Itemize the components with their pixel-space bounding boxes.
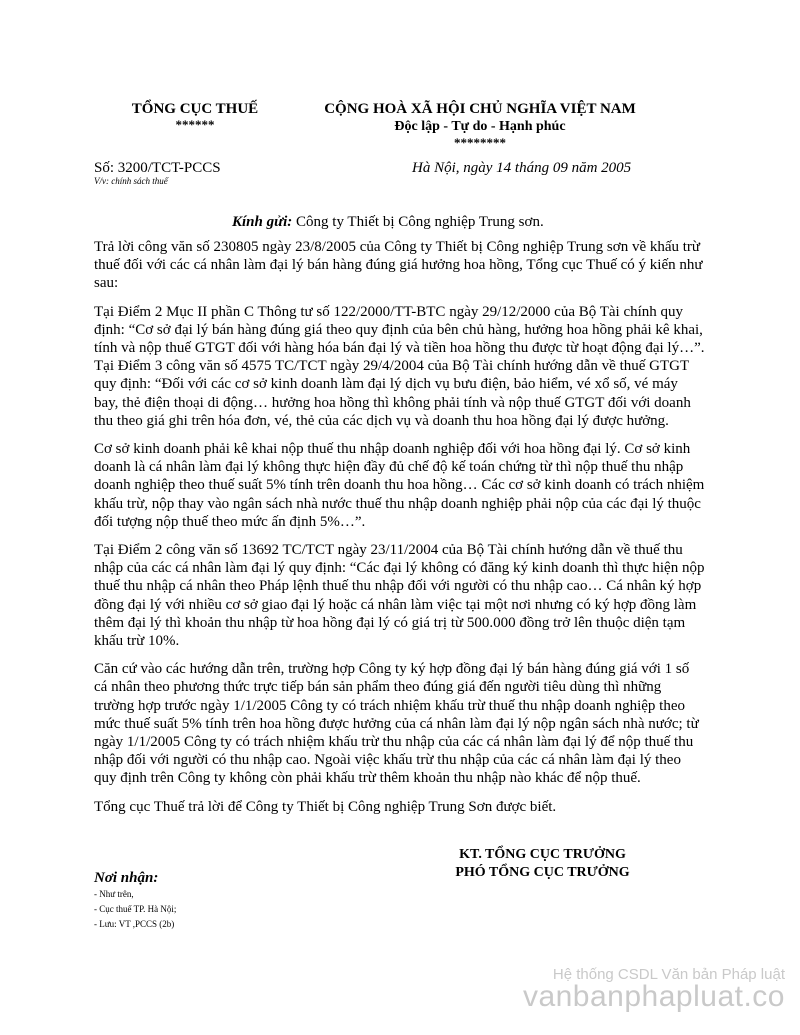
body-paragraph: Cơ sở kinh doanh phải kê khai nộp thuế thu nhập doanh nghiệp đối với hoa hồng đại lý. Cơ sở kinh doanh là cá nhân làm đại lý không thực hiện đầy đủ chế độ kế toán chứng từ thì nộp thuế thu nhập doanh nghiệp theo thuế suất 5% tính trên doanh thu hoa hồng… Các cơ sở kinh doanh có trách nhiệm khấu trừ, nộp thay vào ngân sách nhà nước thuế thu nhập doanh nghiệp phải nộp của các đại lý thuộc đối tượng nộp thuế theo mức ấn định 5%…”. <box>94 441 705 530</box>
body-paragraph: Căn cứ vào các hướng dẫn trên, trường hợp Công ty ký hợp đồng đại lý bán hàng đúng giá với 1 số cá nhân theo phương thức trực tiếp bán sản phẩm theo đúng giá đến người tiêu dùng thì những trường hợp trước ngày 1/1/2005 Công ty có trách nhiệm khấu trừ thuế thu nhập doanh nghiệp theo mức thuế suất 5% tính trên hoa hồng được hưởng của cá nhân làm đại lý nộp ngân sách nhà nước; từ ngày 1/1/2005 Công ty có trách nhiệm khấu trừ thu nhập của các cá nhân làm đại lý để nộp thuế thu nhập đối với người có thu nhập cao. Ngoài việc khấu trừ thu nhập của các cá nhân làm đại lý theo quy định trên Công ty không còn phải khấu trừ thêm khoản thu nhập nào khác để nộp thuế. <box>94 661 699 787</box>
recipients-block <box>94 869 176 932</box>
document-number: Số: 3200/TCT-PCCS <box>94 160 221 176</box>
document-subject: V/v: chính sách thuế <box>94 176 168 186</box>
body-paragraph: Trả lời công văn số 230805 ngày 23/8/2005 của Công ty Thiết bị Công nghiệp Trung sơn về khấu trừ thuế đối với các cá nhân làm đại lý bán hàng đúng giá hưởng hoa hồng, Tổng cục Thuế có ý kiến như sau: <box>94 239 703 292</box>
agency-name: TỔNG CỤC THUẾ <box>131 101 259 117</box>
recipient-item: - Lưu: VT ,PCCS (2b) <box>94 919 175 929</box>
nation-name: CỘNG HOÀ XÃ HỘI CHỦ NGHĨA VIỆT NAM <box>324 101 636 117</box>
salutation-recipient: Công ty Thiết bị Công nghiệp Trung sơn. <box>292 214 544 230</box>
salutation <box>232 213 544 231</box>
document-date: Hà Nội, ngày 14 tháng 09 năm 2005 <box>412 160 632 176</box>
national-header <box>295 100 665 150</box>
signature-line-2: PHÓ TỔNG CỤC TRƯỞNG <box>455 865 630 880</box>
agency-stars: ****** <box>175 117 215 132</box>
recipient-item: - Cục thuế TP. Hà Nội; <box>94 904 177 914</box>
nation-motto: Độc lập - Tự do - Hạnh phúc <box>394 119 566 134</box>
signature-line-1: KT. TỔNG CỤC TRƯỞNG <box>459 847 626 862</box>
salutation-label: Kính gửi: <box>232 214 293 230</box>
recipient-item: - Như trên, <box>94 889 134 899</box>
nation-stars: ******** <box>454 135 506 150</box>
body-paragraph: Tại Điểm 2 công văn số 13692 TC/TCT ngày 23/11/2004 của Bộ Tài chính hướng dẫn về thuế thu nhập của các cá nhân làm đại lý quy định: “Các đại lý không có đăng ký kinh doanh thì thực hiện nộp thuế thu nhập cá nhân theo Pháp lệnh thuế thu nhập đối với người có thu nhập cao… Cá nhân ký hợp đồng đại lý với nhiều cơ sở giao đại lý hoặc cá nhân làm việc tại một nơi nhưng có ký hợp đồng làm thêm đại lý thì khoản thu nhập từ hoa hồng đại lý có giá trị từ 500.000 đồng trở lên thuộc diện tạm khấu trừ 10%. <box>94 542 705 650</box>
recipients-title: Nơi nhận: <box>94 870 159 886</box>
letter-body <box>94 238 705 826</box>
signature-block <box>430 846 655 882</box>
body-paragraph: Tại Điểm 2 Mục II phần C Thông tư số 122/2000/TT-BTC ngày 29/12/2000 của Bộ Tài chính quy định: “Cơ sở đại lý bán hàng đúng giá theo quy định của bên chủ hàng, hưởng hoa hồng phải kê khai, tính và nộp thuế GTGT đối với hàng hóa bán đại lý và tiền hoa hồng thu được từ hoạt động đại lý…”. Tại Điểm 3 công văn số 4575 TC/TCT ngày 29/4/2004 của Bộ Tài chính hướng dẫn về thuế GTGT quy định: “Đối với các cơ sở kinh doanh làm đại lý dịch vụ bưu điện, bảo hiểm, vé xổ số, vé máy bay, thẻ điện thoại di động… hưởng hoa hồng thì không phải tính và nộp thuế GTGT đối với doanh thu theo giá ghi trên hóa đơn, vé, thẻ của các dịch vụ và doanh thu hoa hồng đại lý được hưởng. <box>94 303 705 429</box>
watermark-url: vanbanphapluat.co <box>522 980 785 1013</box>
body-paragraph: Tổng cục Thuế trả lời để Công ty Thiết bị Công nghiệp Trung Sơn được biết. <box>94 798 557 815</box>
watermark-title: Hệ thống CSDL Văn bản Pháp luật <box>552 966 785 983</box>
issuing-agency <box>95 100 295 132</box>
